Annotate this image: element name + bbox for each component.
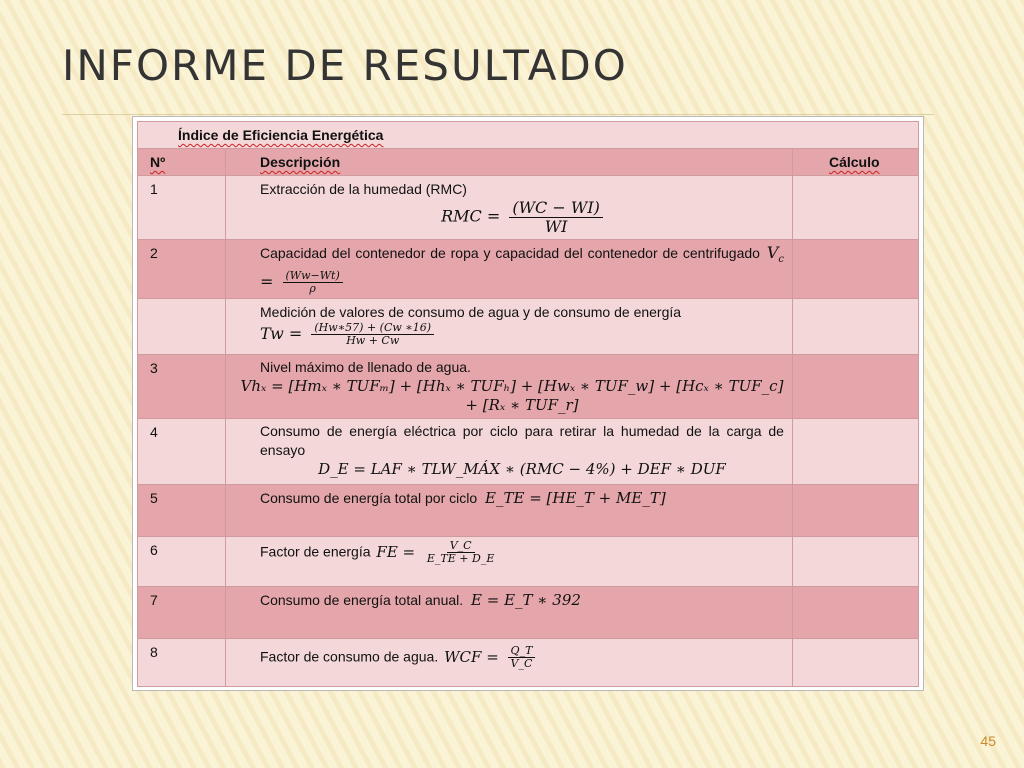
formula-fe [376, 539, 497, 566]
formula-fraction [311, 322, 434, 347]
table-caption-cell [138, 122, 919, 149]
row-text: Consumo de energía total anual. [260, 592, 464, 609]
row-text: Extracción de la humedad (RMC) [260, 181, 467, 197]
formula-tw [260, 322, 784, 347]
row-num: 8 [138, 639, 226, 687]
table-row [138, 176, 919, 240]
formula-lhs: FE = [376, 542, 416, 561]
row-description [226, 485, 793, 537]
formula-fraction [508, 645, 536, 670]
row-text: Factor de energía [260, 543, 371, 560]
formula-denominator: E_TE + D_E [426, 552, 495, 566]
header-calculo: Cálculo [828, 154, 880, 170]
formula-lhs: V [766, 243, 779, 262]
table-caption-row [138, 122, 919, 149]
row-text: Medición de valores de consumo de agua y de consumo de energía [260, 304, 682, 321]
formula-vh-line2: + [Rₓ ∗ TUF_r] [465, 396, 579, 415]
row-text: Consumo de energía eléctrica por ciclo para retirar la humedad de la carga de ensayo [260, 423, 784, 459]
table-row [138, 240, 919, 299]
formula-e: E = E_T ∗ 392 [471, 591, 581, 610]
formula-fraction [424, 540, 497, 565]
table-row [138, 419, 919, 485]
calc-cell [792, 419, 918, 485]
formula-denominator: WI [544, 216, 568, 236]
formula-numerator: Q_T [508, 645, 536, 658]
row-num: 2 [138, 240, 226, 299]
row-num: 5 [138, 485, 226, 537]
row-num: 4 [138, 419, 226, 485]
header-desc-cell [226, 149, 793, 176]
row-description [226, 355, 793, 419]
formula-denominator: V_C [510, 657, 533, 671]
title-divider [62, 114, 934, 115]
row-description [226, 639, 793, 687]
row-num: 6 [138, 537, 226, 587]
row-description [226, 176, 793, 240]
row-num: 3 [138, 355, 226, 419]
calc-cell [792, 176, 918, 240]
row-description [226, 299, 793, 355]
header-num-cell [138, 149, 226, 176]
calc-cell [792, 299, 918, 355]
table-header-row [138, 149, 919, 176]
formula-fraction [283, 270, 343, 295]
formula-wcf [444, 644, 535, 671]
calc-cell [792, 537, 918, 587]
formula-numerator: V_C [447, 540, 475, 553]
table-row [138, 299, 919, 355]
calc-cell [792, 639, 918, 687]
row-text: Consumo de energía total por ciclo [260, 490, 478, 507]
formula-denominator: Hw + Cw [346, 334, 400, 348]
row-num: 7 [138, 587, 226, 639]
row-description [226, 587, 793, 639]
row-text: Nivel máximo de llenado de agua. [260, 359, 471, 376]
row-num: 1 [138, 176, 226, 240]
table-row [138, 537, 919, 587]
formula-numerator: (Ww−Wt) [283, 270, 343, 283]
row-description [226, 537, 793, 587]
table-row [138, 587, 919, 639]
formula-rmc [260, 199, 784, 235]
formula-lhs: RMC = [441, 206, 501, 226]
formula-ete: E_TE = [HE_T + ME_T] [485, 489, 666, 508]
row-description [226, 240, 793, 299]
table-row [138, 639, 919, 687]
calc-cell [792, 355, 918, 419]
table-row [138, 485, 919, 537]
formula-lhs: WCF = [444, 647, 499, 666]
energy-efficiency-table [137, 121, 919, 687]
row-text: Factor de consumo de agua. [260, 648, 439, 665]
row-num [138, 299, 226, 355]
formula-vh-line1: Vhₓ = [Hmₓ ∗ TUFₘ] + [Hhₓ ∗ TUFₕ] + [Hwₓ ∗ TUF_w] + [Hcₓ ∗ TUF_c] [240, 377, 784, 396]
formula-subscript: c [778, 254, 784, 266]
formula-numerator: (Hw∗57) + (Cw ∗16) [311, 322, 434, 335]
calc-cell [792, 587, 918, 639]
table-row [138, 355, 919, 419]
header-description: Descripción [260, 154, 341, 170]
calc-cell [792, 240, 918, 299]
formula-fraction [509, 199, 603, 235]
row-text: Capacidad del contenedor de ropa y capacidad del contenedor de centrifugado [260, 245, 760, 261]
formula-de: D_E = LAF ∗ TLW_MÁX ∗ (RMC − 4%) + DEF ∗ DUF [318, 460, 726, 479]
formula-lhs: Tw = [260, 324, 303, 344]
formula-denominator: ρ [309, 282, 316, 296]
formula-numerator: (WC − WI) [509, 199, 603, 218]
slide-number: 45 [980, 733, 996, 749]
header-calc-cell [792, 149, 918, 176]
calc-cell [792, 485, 918, 537]
row-description [226, 419, 793, 485]
results-table-frame [133, 117, 923, 690]
formula-equals: = [260, 272, 274, 292]
table-caption: Índice de Eficiencia Energética [178, 127, 384, 143]
header-num: Nº [150, 154, 166, 170]
slide-title: INFORME DE RESULTADO [62, 41, 628, 90]
